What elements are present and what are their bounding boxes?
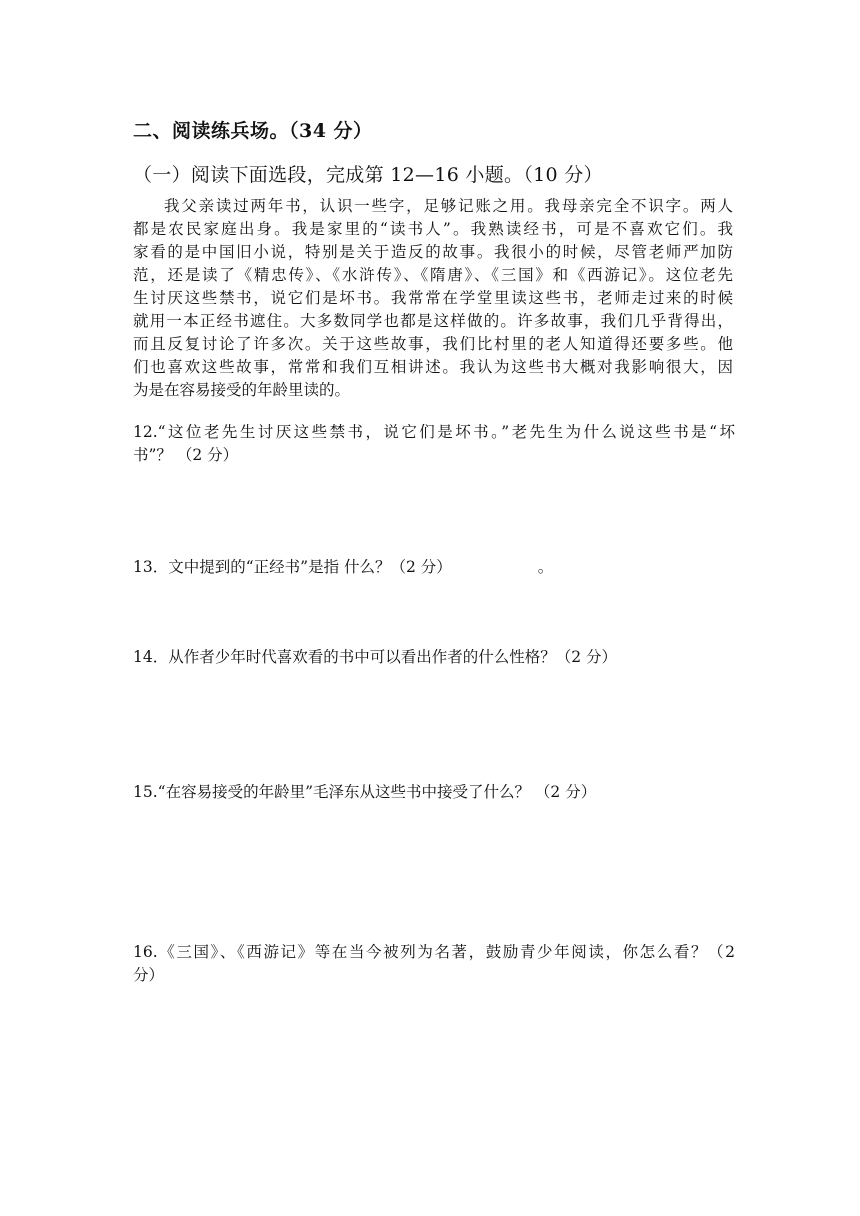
passage-line: 我父亲读过两年书，认识一些字，足够记账之用。我母亲完全不识字。两人 xyxy=(164,197,733,215)
passage-line: 们也喜欢这些故事，常常和我们互相讲述。我认为这些书大概对我影响很大，因 xyxy=(133,358,733,376)
question-13-line xyxy=(133,556,735,579)
question-13-text: 13．文中提到的“正经书”是指 什么？（2 分） xyxy=(133,558,452,576)
question-16 xyxy=(133,941,735,987)
question-16-line-2: 分） xyxy=(133,966,165,984)
question-14 xyxy=(133,646,735,669)
question-13-end-mark: 。 xyxy=(537,558,554,576)
passage-line: 范，还是读了《精忠传》、《水浒传》、《隋唐》、《三国》和《西游记》。这位老先 xyxy=(133,266,733,284)
question-16-line-1: 16.《三国》、《西游记》等在当今被列为名著，鼓励青少年阅读，你怎么看？（2 xyxy=(133,943,735,961)
question-13 xyxy=(133,556,735,579)
passage-line: 而且反复讨论了许多次。关于这些故事，我们比村里的老人知道得还要多些。他 xyxy=(133,335,733,353)
question-12-line-1: 12.“这位老先生讨厌这些禁书，说它们是坏书。”老先生为什么说这些书是“坏 xyxy=(133,423,735,441)
part-title: （一）阅读下面选段，完成第 12—16 小题。（10 分） xyxy=(133,164,603,186)
reading-passage xyxy=(133,195,733,402)
passage-line: 为是在容易接受的年龄里读的。 xyxy=(133,381,351,399)
passage-line: 生讨厌这些禁书，说它们是坏书。我常常在学堂里读这些书，老师走过来的时候 xyxy=(133,289,733,307)
passage-line: 家看的是中国旧小说，特别是关于造反的故事。我很小的时候，尽管老师严加防 xyxy=(133,243,733,261)
question-12-line-2: 书”？ （2 分） xyxy=(133,446,239,464)
question-12 xyxy=(133,421,735,467)
section-title: 二、阅读练兵场。（34 分） xyxy=(133,120,373,142)
question-15 xyxy=(133,781,735,804)
question-14-text: 14．从作者少年时代喜欢看的书中可以看出作者的什么性格？（2 分） xyxy=(133,648,618,666)
passage-line: 都是农民家庭出身。我是家里的“读书人”。我熟读经书，可是不喜欢它们。我 xyxy=(133,220,733,238)
question-15-text: 15.“在容易接受的年龄里”毛泽东从这些书中接受了什么？ （2 分） xyxy=(133,783,597,801)
passage-line: 就用一本正经书遮住。大多数同学也都是这样做的。许多故事，我们几乎背得出， xyxy=(133,312,733,330)
